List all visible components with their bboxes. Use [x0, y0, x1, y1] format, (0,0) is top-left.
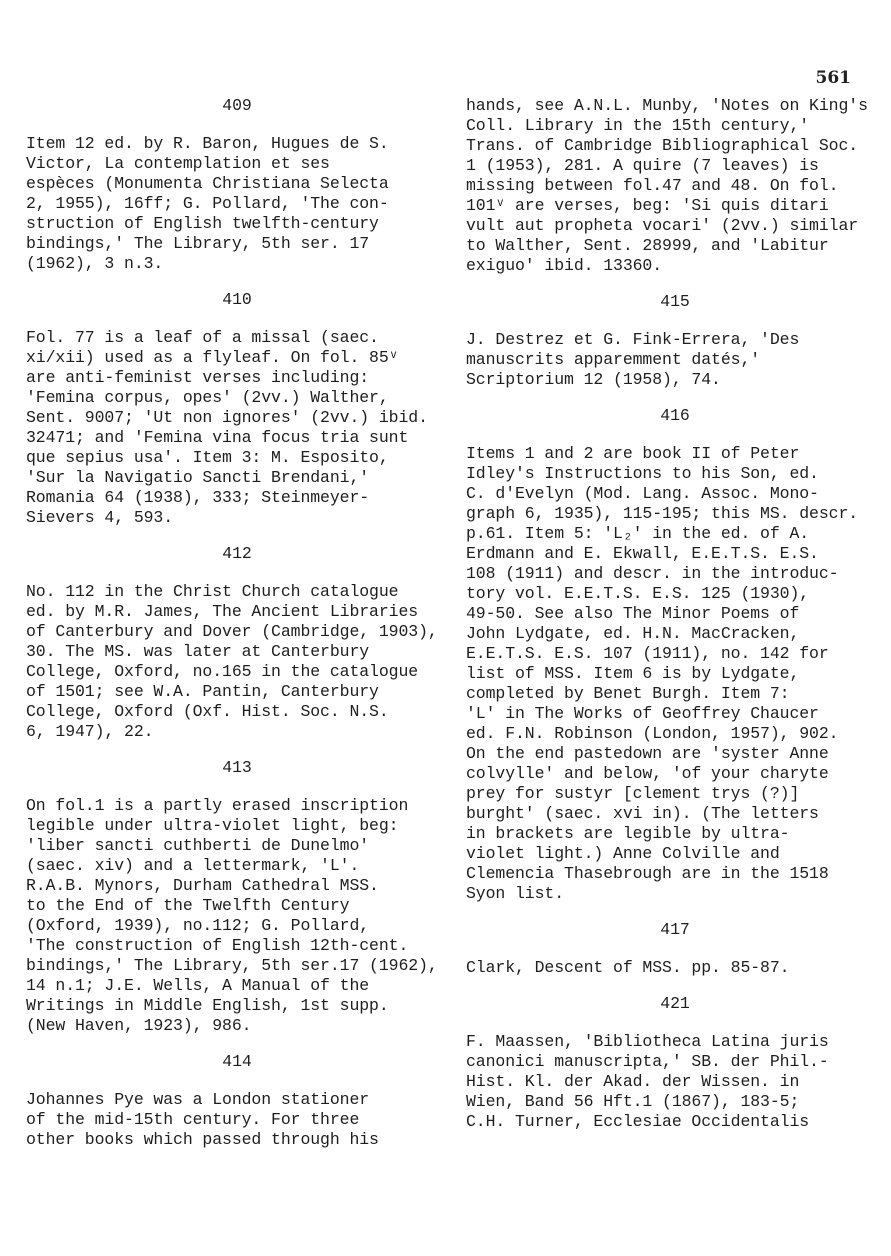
text-line: Scriptorium 12 (1958), 74. [466, 370, 721, 389]
entry-text [26, 582, 448, 742]
page-number: 561 [815, 68, 851, 88]
text-line: (Oxford, 1939), no.112; G. Pollard, [26, 916, 370, 935]
text-line: ed. by M.R. James, The Ancient Libraries [26, 602, 419, 621]
text-line: On fol.1 is a partly erased inscription [26, 796, 409, 815]
text-line: 'Sur la Navigatio Sancti Brendani,' [26, 468, 370, 487]
entry-number: 417 [660, 920, 690, 939]
text-line: prey for sustyr [clement trys (?)] [466, 784, 800, 803]
text-line: violet light.) Anne Colville and [466, 844, 780, 863]
text-line: exiguo' ibid. 13360. [466, 256, 663, 275]
text-line: to Walther, Sent. 28999, and 'Labitur [466, 236, 829, 255]
text-line: missing between fol.47 and 48. On fol. [466, 176, 839, 195]
entry-text [26, 328, 448, 528]
text-line: (New Haven, 1923), 986. [26, 1016, 252, 1035]
text-line: xi/xii) used as a flyleaf. On fol. 85ᵛ [26, 348, 399, 367]
entry-text [466, 958, 884, 978]
text-line: (1962), 3 n.3. [26, 254, 164, 273]
entry-text [26, 134, 448, 274]
text-line: other books which passed through his [26, 1130, 379, 1149]
text-line: tory vol. E.E.T.S. E.S. 125 (1930), [466, 584, 810, 603]
text-line: Item 12 ed. by R. Baron, Hugues de S. [26, 134, 389, 153]
text-line: Wien, Band 56 Hft.1 (1867), 183-5; [466, 1092, 800, 1111]
text-line: of the mid-15th century. For three [26, 1110, 360, 1129]
text-line: College, Oxford (Oxf. Hist. Soc. N.S. [26, 702, 389, 721]
text-line: Hist. Kl. der Akad. der Wissen. in [466, 1072, 800, 1091]
text-line: 2, 1955), 16ff; G. Pollard, 'The con- [26, 194, 389, 213]
note-entry [26, 1052, 448, 1150]
text-line: Writings in Middle English, 1st supp. [26, 996, 389, 1015]
text-line: Erdmann and E. Ekwall, E.E.T.S. E.S. [466, 544, 819, 563]
text-line: Syon list. [466, 884, 565, 903]
entry-number: 413 [222, 758, 252, 777]
entry-number: 421 [660, 994, 690, 1013]
text-line: Clemencia Thasebrough are in the 1518 [466, 864, 829, 883]
text-line: of 1501; see W.A. Pantin, Canterbury [26, 682, 379, 701]
text-line: 6, 1947), 22. [26, 722, 154, 741]
note-entry [26, 96, 448, 274]
text-line: Fol. 77 is a leaf of a missal (saec. [26, 328, 379, 347]
entry-number: 414 [222, 1052, 252, 1071]
entry-number: 416 [660, 406, 690, 425]
text-line: in brackets are legible by ultra- [466, 824, 790, 843]
text-line: burght' (saec. xvi in). (The letters [466, 804, 819, 823]
text-line: E.E.T.S. E.S. 107 (1911), no. 142 for [466, 644, 829, 663]
text-line: 14 n.1; J.E. Wells, A Manual of the [26, 976, 370, 995]
text-line: que sepius usa'. Item 3: M. Esposito, [26, 448, 389, 467]
right-column [466, 96, 884, 1148]
text-line: R.A.B. Mynors, Durham Cathedral MSS. [26, 876, 379, 895]
text-line: vult aut propheta vocari' (2vv.) similar [466, 216, 859, 235]
text-line: Romania 64 (1938), 333; Steinmeyer- [26, 488, 370, 507]
text-line: struction of English twelfth-century [26, 214, 379, 233]
text-line: hands, see A.N.L. Munby, 'Notes on King's [466, 96, 868, 115]
text-line: colvylle' and below, 'of your charyte [466, 764, 829, 783]
text-line: espèces (Monumenta Christiana Selecta [26, 174, 389, 193]
text-line: Johannes Pye was a London stationer [26, 1090, 370, 1109]
text-line: bindings,' The Library, 5th ser.17 (1962), [26, 956, 438, 975]
text-line: 30. The MS. was later at Canterbury [26, 642, 370, 661]
text-line: completed by Benet Burgh. Item 7: [466, 684, 790, 703]
text-line: On the end pastedown are 'syster Anne [466, 744, 829, 763]
entry-text [26, 796, 448, 1036]
note-entry [466, 96, 884, 276]
note-entry [466, 994, 884, 1132]
text-line: Coll. Library in the 15th century,' [466, 116, 810, 135]
text-line: C. d'Evelyn (Mod. Lang. Assoc. Mono- [466, 484, 819, 503]
text-line: Sent. 9007; 'Ut non ignores' (2vv.) ibid. [26, 408, 428, 427]
entry-text [466, 96, 884, 276]
entry-text [466, 444, 884, 904]
text-line: No. 112 in the Christ Church catalogue [26, 582, 399, 601]
note-entry [26, 290, 448, 528]
entry-text [26, 1090, 448, 1150]
text-line: bindings,' The Library, 5th ser. 17 [26, 234, 370, 253]
entry-number: 409 [222, 96, 252, 115]
text-line: J. Destrez et G. Fink-Errera, 'Des [466, 330, 800, 349]
text-line: (saec. xiv) and a lettermark, 'L'. [26, 856, 360, 875]
text-line: 'Femina corpus, opes' (2vv.) Walther, [26, 388, 389, 407]
text-line: 49-50. See also The Minor Poems of [466, 604, 800, 623]
note-entry [26, 758, 448, 1036]
text-line: canonici manuscripta,' SB. der Phil.- [466, 1052, 829, 1071]
left-column [26, 96, 448, 1166]
text-line: Trans. of Cambridge Bibliographical Soc. [466, 136, 859, 155]
text-line: 'L' in The Works of Geoffrey Chaucer [466, 704, 819, 723]
text-line: Items 1 and 2 are book II of Peter [466, 444, 800, 463]
note-entry [466, 292, 884, 390]
text-line: 108 (1911) and descr. in the introduc- [466, 564, 839, 583]
text-line: John Lydgate, ed. H.N. MacCracken, [466, 624, 800, 643]
entry-text [466, 1032, 884, 1132]
entry-text [466, 330, 884, 390]
entry-number: 415 [660, 292, 690, 311]
text-line: 1 (1953), 281. A quire (7 leaves) is [466, 156, 819, 175]
text-line: Sievers 4, 593. [26, 508, 174, 527]
text-line: ed. F.N. Robinson (London, 1957), 902. [466, 724, 839, 743]
note-entry [466, 920, 884, 978]
text-line: Clark, Descent of MSS. pp. 85-87. [466, 958, 790, 977]
text-line: are anti-feminist verses including: [26, 368, 370, 387]
note-entry [466, 406, 884, 904]
entry-number: 410 [222, 290, 252, 309]
text-line: 'liber sancti cuthberti de Dunelmo' [26, 836, 370, 855]
text-line: list of MSS. Item 6 is by Lydgate, [466, 664, 800, 683]
text-line: of Canterbury and Dover (Cambridge, 1903), [26, 622, 438, 641]
text-line: 101ᵛ are verses, beg: 'Si quis ditari [466, 196, 829, 215]
entry-number: 412 [222, 544, 252, 563]
note-entry [26, 544, 448, 742]
text-line: 'The construction of English 12th-cent. [26, 936, 409, 955]
text-line: graph 6, 1935), 115-195; this MS. descr. [466, 504, 859, 523]
text-line: College, Oxford, no.165 in the catalogue [26, 662, 419, 681]
text-line: C.H. Turner, Ecclesiae Occidentalis [466, 1112, 810, 1131]
text-line: manuscrits apparemment datés,' [466, 350, 761, 369]
text-line: Idley's Instructions to his Son, ed. [466, 464, 819, 483]
text-line: F. Maassen, 'Bibliotheca Latina juris [466, 1032, 829, 1051]
text-line: legible under ultra-violet light, beg: [26, 816, 399, 835]
text-line: to the End of the Twelfth Century [26, 896, 350, 915]
text-line: p.61. Item 5: 'L₂' in the ed. of A. [466, 524, 810, 543]
text-line: 32471; and 'Femina vina focus tria sunt [26, 428, 409, 447]
text-line: Victor, La contemplation et ses [26, 154, 330, 173]
